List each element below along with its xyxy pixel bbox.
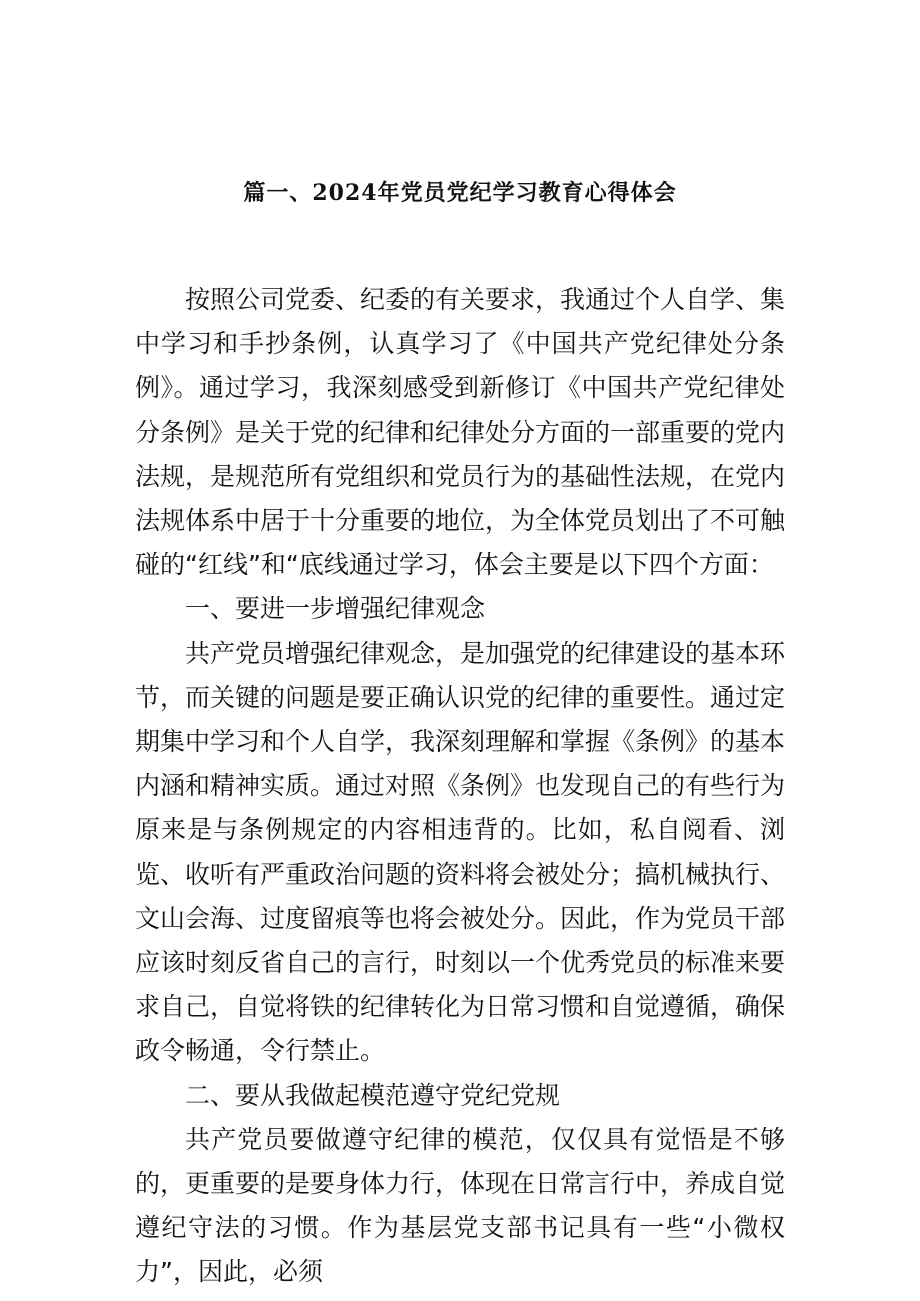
paragraph-intro: 按照公司党委、纪委的有关要求，我通过个人自学、集中学习和手抄条例，认真学习了《中国共产党纪律处分条例》。通过学习，我深刻感受到新修订《中国共产党纪律处分条例》是关于党的纪律和纪律处分方面的一部重要的党内法规，是规范所有党组织和党员行为的基础性法规，在党内法规体系中居于十分重要的地位，为全体党员划出了不可触碰的“红线”和“底线通过学习，体会主要是以下四个方面： [135, 285, 786, 580]
paragraph-section-2: 共产党员要做遵守纪律的模范，仅仅具有觉悟是不够的，更重要的是要身体力行，体现在日常言行中，养成自觉遵纪守法的习惯。作为基层党支部书记具有一些“小微权力”，因此，必须 [135, 1124, 786, 1287]
document-body [135, 278, 785, 1295]
document-title: 篇一、2024年党员党纪学习教育心得体会 [243, 180, 677, 206]
paragraph-section-1: 共产党员增强纪律观念，是加强党的纪律建设的基本环节，而关键的问题是要正确认识党的纪律的重要性。通过定期集中学习和个人自学，我深刻理解和掌握《条例》的基本内涵和精神实质。通过对照《条例》也发现自己的有些行为原来是与条例规定的内容相违背的。比如，私自阅看、浏览、收听有严重政治问题的资料将会被处分；搞机械执行、文山会海、过度留痕等也将会被处分。因此，作为党员干部应该时刻反省自己的言行，时刻以一个优秀党员的标准来要求自己，自觉将铁的纪律转化为日常习惯和自觉遵循，确保政令畅通，令行禁止。 [135, 638, 786, 1066]
section-heading-2: 二、要从我做起模范遵守党纪党规 [185, 1080, 561, 1110]
section-heading-1: 一、要进一步增强纪律观念 [185, 594, 486, 624]
